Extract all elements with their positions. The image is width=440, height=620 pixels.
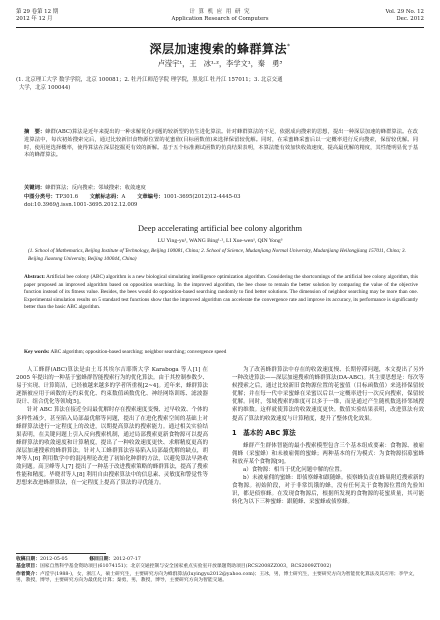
classification-row bbox=[24, 194, 418, 202]
journal-name-cn: 计 算 机 应 用 研 究 bbox=[189, 9, 251, 15]
volume-en: Vol. 29 No. 12 bbox=[385, 9, 424, 15]
abstract-en-text: Artificial bee colony (ABC) algorithm is a new biological simulating intelligence optimization algorithm. Considering the shortcomings of the artificial bee colony algorithm, this paper proposed an improved algorithm based on opposition searching. In the improved algorithm, the bee chose to remain the better solution by comparing the value of the objective function instead of its fitness value. Besides, the bees would do opposition-based searching randomly to find better solutions. The dimension of neighbor searching may be more than one. Experimental simulation results on 5 standard test functions show that the improved algorithm can accelerate the convergence rate and improve its accuracy, its performance is significantly better than the basic ABC algorithm. bbox=[24, 274, 419, 311]
date-cn: 2012 年 12 月 bbox=[16, 16, 53, 22]
footnote-block bbox=[16, 556, 424, 585]
keywords-en-label: Key words: bbox=[24, 349, 50, 355]
keywords-label: 关键词： bbox=[24, 185, 46, 191]
footnote-rule bbox=[16, 553, 106, 554]
date-en: Dec. 2012 bbox=[396, 16, 424, 22]
abstract-cn bbox=[24, 129, 418, 160]
affiliation-en: (1. School of Mathematics, Beijing Institute of Technology, Beijing 100081, China; 2. School of Science, Mudanjiang Normal University, Mudanjiang Heilongjiang 157011, China; 3. Beijing Jiaotong University, Beijing 100044, China) bbox=[28, 248, 406, 262]
abstract-label: 摘 要： bbox=[24, 129, 46, 135]
section-heading: 1 基本的 ABC 算法 bbox=[232, 428, 296, 437]
title-footnote-mark: * bbox=[287, 43, 291, 50]
doi: doi:10.3969/j.issn.1001-3695.2012.12.009 bbox=[24, 202, 138, 208]
header-center bbox=[16, 9, 424, 23]
author-list: 卢滢宇¹，王 冰¹·²，李学文¹，秦 勇³ bbox=[157, 59, 283, 68]
clc-value: TP301.6 bbox=[55, 194, 79, 200]
abstract-en-label: Abstract: bbox=[24, 274, 46, 280]
page-header bbox=[16, 8, 424, 34]
bio-value: 卢滢宇(1988-)，女，浙江人，硕士研究生，主要研究方向为蜂群算法(luyingyu2012@yahoo.com)；王冰，男，博士研究生，主要研究方向为智能优化算法及其应用；李学文，男，教授，博导，主要研究方向为最优化计算；秦勇，男，教授，博导，主要研究方向为智能交通。 bbox=[16, 571, 418, 584]
paper-title bbox=[0, 40, 440, 57]
clc-label: 中图分类号： bbox=[24, 194, 56, 200]
clc-number bbox=[24, 194, 78, 202]
received-value: 2012-05-05 bbox=[40, 557, 68, 562]
body-paragraph: 蜂群产生群体智能的最小搜索模型包含三个基本组成要素：食物源、被雇佣蜂（采蜜蜂）和未被雇佣的蜜蜂；两种基本的行为模式：为食物源招募蜜蜂和放弃某个食物源[9]。 bbox=[232, 442, 424, 465]
body-paragraph: 人工蜂群(ABC)算法是由土耳其埃尔吉耶斯大学 Karaboga 等人[1] 在 2005 年提出的一种基于蜜蜂群智能搜索行为的优化算法。由于其控制参数少、易于实现、计算简洁，已经被越来越多的学者所重视[2~4]。近年来，蜂群算法逐渐被应用于函数的无约束优化、约束数值函数优化、神经网络训练、滤波器设计、组合优化等领域[5]。 bbox=[16, 367, 208, 406]
author-list-en: LU Ying-yu¹, WANG Bing¹·², LI Xue-wen¹, QIN Yong³ bbox=[157, 238, 283, 244]
header-right bbox=[385, 9, 424, 23]
body-column-left bbox=[16, 366, 208, 487]
fund-info bbox=[16, 563, 341, 570]
abstract-text: 蜂群(ABC)算法是近年来提出的一种求解优化问题的较新型的仿生进化算法。针对蜂群算法的不足，依据成向搜索的思想，提出一种深层加速的蜂群算法。在改进算法中，每次初始搜索完后，通过比较新旧食物源位置的花蜜值(目标函数值)来选择保留较优解。同时，在采蜜蜂采蜜后以一定概率进行反向搜索，保留较优解。同时，使用逆选择概率，使得算法在深层挖掘更有效的新解。基于五个标准测试函数的仿真结果表明，本算法能有效加快收敛速度，提高最优解的精度，其性能明显优于基本的蜂群算法。 bbox=[24, 129, 418, 159]
body-paragraph: b）未被雇佣的蜜蜂：即侦察蜂和跟随蜂。侦察蜂负责在蜂巢附近搜索新的食物源。初始阶段，对于非常饥饿的蜂，没有任何关于食物源位置的先验知识，都是侦察蜂。在发现食物源后，根据所发现的食物源的花蜜质量，其可能转化为以下三种蜜蜂：跟随蜂、采蜜蜂或侦察蜂。 bbox=[232, 475, 424, 506]
paper-title-text: 深层加速搜索的蜂群算法 bbox=[149, 42, 287, 56]
doc-value: A bbox=[121, 194, 126, 200]
journal-name-en: Application Research of Computers bbox=[171, 16, 269, 22]
body-column-right bbox=[232, 366, 424, 507]
document-code bbox=[90, 194, 126, 202]
paper-title-en: Deep accelerating artificial bee colony algorithm bbox=[138, 224, 302, 233]
footnote-dates bbox=[16, 556, 424, 571]
affiliation-block bbox=[16, 76, 424, 92]
bio-label: 作者简介： bbox=[16, 570, 40, 577]
keywords-text: 蜂群算法；反向搜索；邻域搜索；收敛速度 bbox=[45, 185, 146, 191]
volume-cn: 第 29 卷第 12 期 bbox=[16, 9, 59, 15]
header-rule bbox=[16, 27, 424, 28]
affiliation-line: (1. 北京理工大学 数学学院，北京 100081；2. 牡丹江师范学院 理学院，黑龙江 牡丹江 157011；3. 北京交通 bbox=[16, 77, 283, 83]
body-paragraph: 为了改善蜂群算法中存在的收敛速度慢、长期停滞问题，本文提出了另外一种改进算法——深层加速搜索的蜂群算法(DA-ABC)。其主要思想是：每次等候搜索之后，通过比较新旧食物源位置的花蜜值（目标函数值）来选择保留较优解；并在每一代中采蜜蜂在采蜜以后以一定概率进行一次反向搜索，保留较优解。同时，邻域搜索的维度可以多于一维，而是通过产生随机数选择邻域搜索的维数。这样就使算法的收敛速度更快。数值实验结果表明，改进算法有效提高了算法的收敛速度与计算精度，提升了整体优化效果。 bbox=[232, 367, 424, 422]
body-paragraph: a）食物源：相当于优化问题中解的位置。 bbox=[243, 467, 346, 474]
revised-label: 修回日期： bbox=[89, 556, 114, 562]
article-number bbox=[137, 194, 240, 202]
keywords-en-text: ABC algorithm; opposition-based searching; neighbor searching; convergence speed bbox=[50, 349, 227, 355]
doc-label: 文献标志码： bbox=[89, 194, 122, 200]
affiliation-line: 大学，北京 100044) bbox=[19, 85, 71, 91]
art-label: 文章编号： bbox=[137, 194, 164, 200]
keywords-en bbox=[24, 349, 418, 357]
revised-date bbox=[89, 556, 151, 563]
fund-label: 基金项目： bbox=[16, 563, 40, 570]
abstract-en bbox=[24, 274, 418, 312]
author-bio bbox=[16, 571, 424, 585]
keywords-cn bbox=[24, 185, 418, 193]
body-paragraph: 针对 ABC 算法在接近全局最优解时存在搜索速度变慢、过早收敛、个体的多样性减少，甚至陷入局部最优解等问题，提出了在进化搜索空间的基础上对蜂群算法进行一定程度上的改进，以期提高算法的搜索能力。通过相关实验结果表明，在关键问题上引入反向搜索机制，通过局部搜索更新食物源可以提高蜂群算法的收敛速度和计算精度，提出了一种收敛速度更快、求解精度更高的深层加速搜索的蜂群算法。针对人工蜂群算法容易陷入局部最优解的缺点，胡坤等人[6] 利用数学中的混沌理论改进了初始化种群的方法，以避免算法早熟收敛问题。高卫峰等人[7] 提出了一种基于改进搜索策略的蜂群算法，提高了搜索性能和精度。毕晓君等人[8] 利用自由搜索算法中的信息素、灵敏度和警觉性等思想来改进蜂群算法，在一定程度上提高了算法的寻优能力。 bbox=[16, 407, 208, 487]
received-label: 收稿日期： bbox=[16, 556, 40, 562]
fund-value: 国家自然科学基金资助项目(61074151)；北京交通控制与安全国家重点实验室开放课题资助项目(RCS2008ZZ003，RCS2009ZT002) bbox=[40, 564, 332, 570]
art-value: 1001-3695(2012)12-4445-03 bbox=[163, 194, 241, 200]
revised-value: 2012-07-17 bbox=[113, 557, 141, 562]
